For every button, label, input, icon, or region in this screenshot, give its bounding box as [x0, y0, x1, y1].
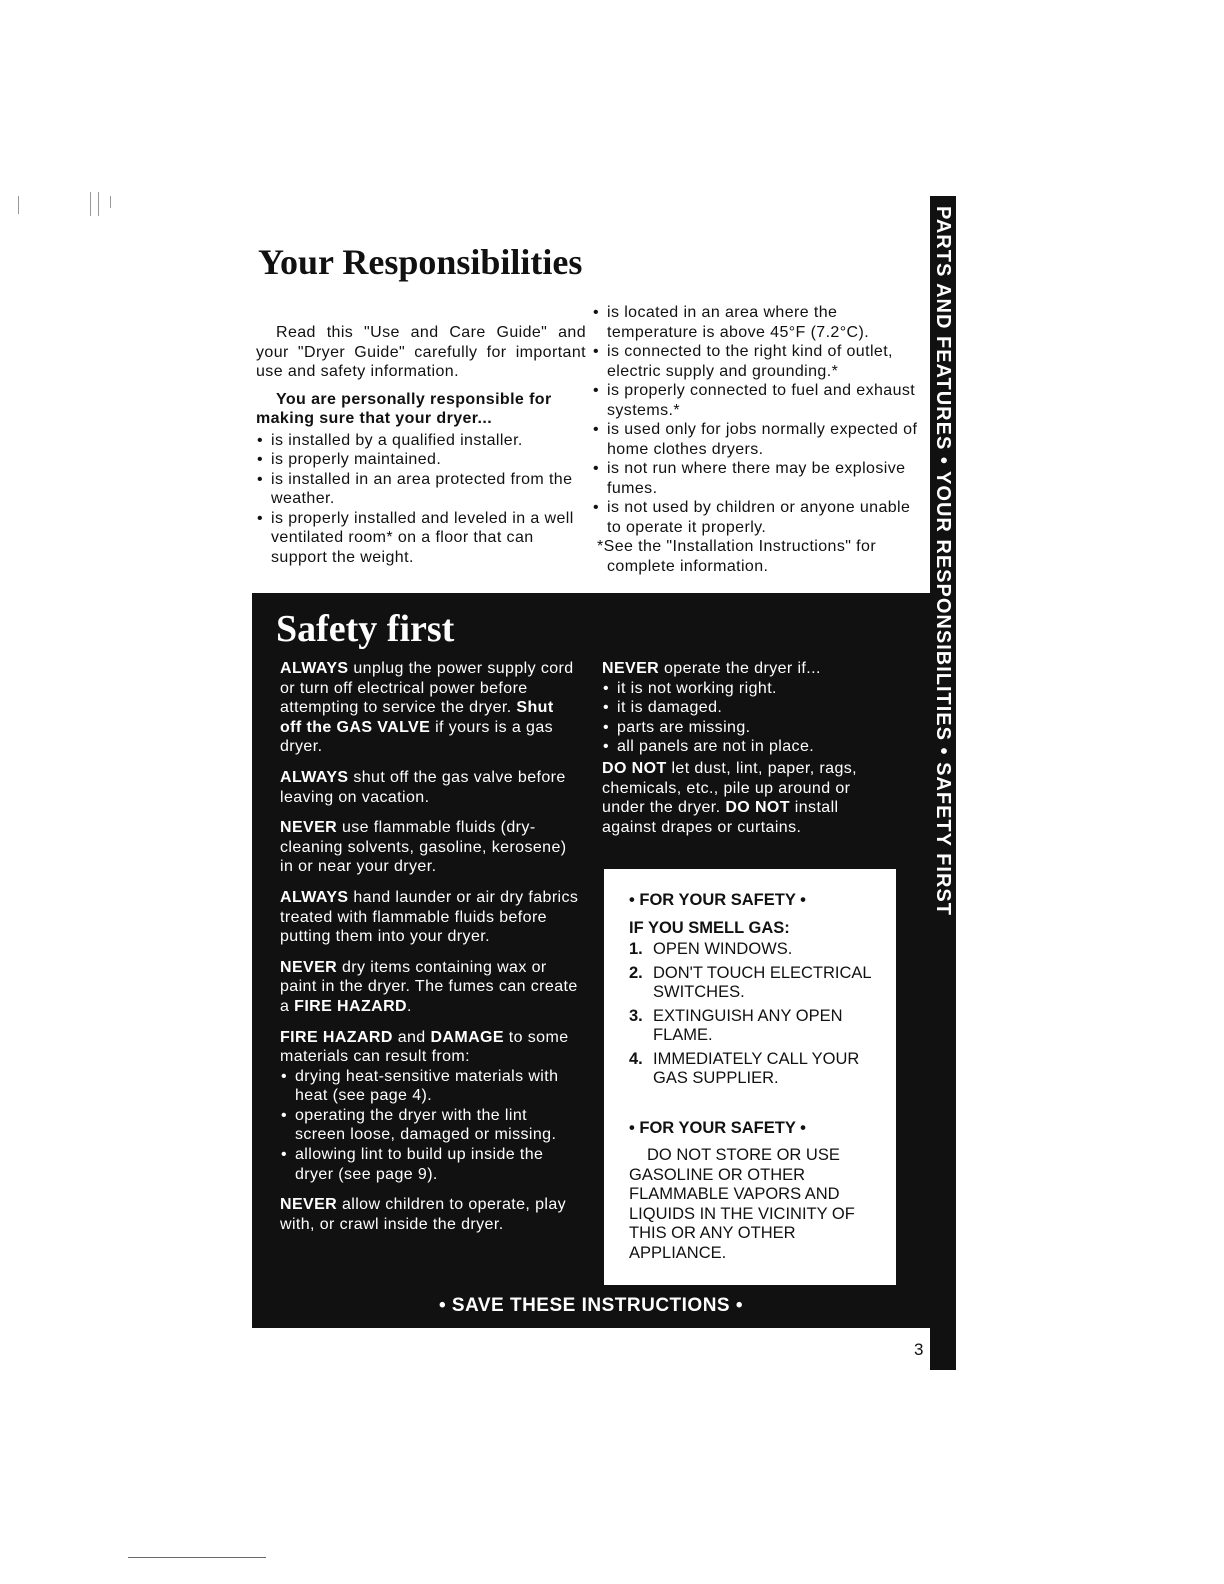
- responsibilities-list-right: [592, 303, 922, 537]
- list-item: • allowing lint to build up inside the dryer (see page 9).: [280, 1145, 580, 1184]
- flammable-storage-warning: DO NOT STORE OR USE GASOLINE OR OTHER FLAMMABLE VAPORS AND LIQUIDS IN THE VICINITY OF THIS OR ANY OTHER APPLIANCE.: [629, 1146, 855, 1262]
- page-number: 3: [914, 1340, 924, 1359]
- scan-mark: [90, 192, 91, 216]
- list-item: • operating the dryer with the lint screen loose, damaged or missing.: [280, 1106, 580, 1145]
- list-item: • parts are missing.: [602, 718, 892, 738]
- list-item: • it is not working right.: [602, 679, 892, 699]
- safety-rule: ALWAYS shut off the gas valve before leaving on vacation.: [280, 768, 566, 806]
- responsibilities-right-column: [592, 303, 922, 576]
- list-item: • is not run where there may be explosive fumes.: [592, 459, 922, 498]
- never-operate-list: [602, 679, 892, 757]
- scan-mark: [98, 192, 99, 216]
- gas-safety-box: [604, 869, 896, 1285]
- responsibilities-intro: Read this "Use and Care Guide" and your "Dryer Guide" carefully for important use and safety information.: [256, 324, 586, 380]
- safety-rule: DO NOT let dust, lint, paper, rags, chemicals, etc., pile up around or under the dryer. DO NOT install against drapes or curtains.: [602, 759, 857, 836]
- safety-rule: ALWAYS hand launder or air dry fabrics treated with flammable fluids before putting them into your dryer.: [280, 888, 579, 946]
- scan-mark: [110, 196, 111, 208]
- safety-left-column: [280, 659, 580, 1245]
- list-item: • is properly installed and leveled in a well ventilated room* on a floor that can support the weight.: [256, 509, 586, 568]
- list-item: • is properly maintained.: [256, 450, 586, 470]
- side-tab-label: PARTS AND FEATURES • YOUR RESPONSIBILITIES • SAFETY FIRST: [932, 206, 954, 916]
- responsibilities-list-left: [256, 431, 586, 568]
- list-item: • is properly connected to fuel and exhaust systems.*: [592, 381, 922, 420]
- gas-steps-list: [629, 940, 889, 1089]
- fire-hazard-list: [280, 1067, 580, 1185]
- safety-rule: NEVER allow children to operate, play with, or crawl inside the dryer.: [280, 1196, 567, 1233]
- gas-step: 1. OPEN WINDOWS.: [629, 940, 793, 958]
- list-item: • is installed by a qualified installer.: [256, 431, 586, 451]
- gas-step: 2. DON'T TOUCH ELECTRICAL SWITCHES.: [629, 963, 871, 1001]
- gas-step: 4. IMMEDIATELY CALL YOUR GAS SUPPLIER.: [629, 1049, 860, 1087]
- list-item: • is not used by children or anyone unable to operate it properly.: [592, 498, 922, 537]
- list-item: • is installed in an area protected from the weather.: [256, 470, 586, 509]
- responsibilities-title: Your Responsibilities: [258, 242, 583, 282]
- gas-smell-heading: IF YOU SMELL GAS:: [629, 918, 790, 937]
- safety-title: Safety first: [276, 608, 455, 650]
- bottom-rule: [128, 1557, 266, 1558]
- list-item: • drying heat-sensitive materials with heat (see page 4).: [280, 1067, 580, 1106]
- safety-rule: ALWAYS unplug the power supply cord or turn off electrical power before attempting to service the dryer. Shut off the GAS VALVE if yours is a gas dryer.: [280, 660, 574, 756]
- list-item: • all panels are not in place.: [602, 737, 892, 757]
- list-item: • is connected to the right kind of outlet, electric supply and grounding.*: [592, 342, 922, 381]
- list-item: • is located in an area where the temperature is above 45°F (7.2°C).: [592, 303, 922, 342]
- safety-rule: FIRE HAZARD and DAMAGE to some materials can result from:: [280, 1028, 569, 1066]
- safety-right-column: [602, 659, 892, 848]
- responsibilities-lead: You are personally responsible for making sure that your dryer...: [256, 390, 552, 427]
- gas-safety-heading: • FOR YOUR SAFETY •: [629, 891, 806, 909]
- list-item: • is used only for jobs normally expected of home clothes dryers.: [592, 420, 922, 459]
- safety-rule: NEVER dry items containing wax or paint in the dryer. The fumes can create a FIRE HAZARD.: [280, 958, 578, 1015]
- scan-mark: [18, 196, 19, 214]
- safety-rule: NEVER use flammable fluids (dry-cleaning solvents, gasoline, kerosene) in or near your dryer.: [280, 819, 567, 876]
- safety-first-panel: [252, 593, 930, 1328]
- list-item: • it is damaged.: [602, 698, 892, 718]
- gas-step: 3. EXTINGUISH ANY OPEN FLAME.: [629, 1006, 843, 1044]
- save-instructions: • SAVE THESE INSTRUCTIONS •: [438, 1295, 744, 1316]
- safety-rule: NEVER operate the dryer if...: [602, 660, 821, 677]
- gas-safety-heading-2: • FOR YOUR SAFETY •: [629, 1118, 806, 1137]
- installation-footnote: *See the "Installation Instructions" for complete information.: [597, 538, 877, 575]
- responsibilities-left-column: [256, 323, 586, 567]
